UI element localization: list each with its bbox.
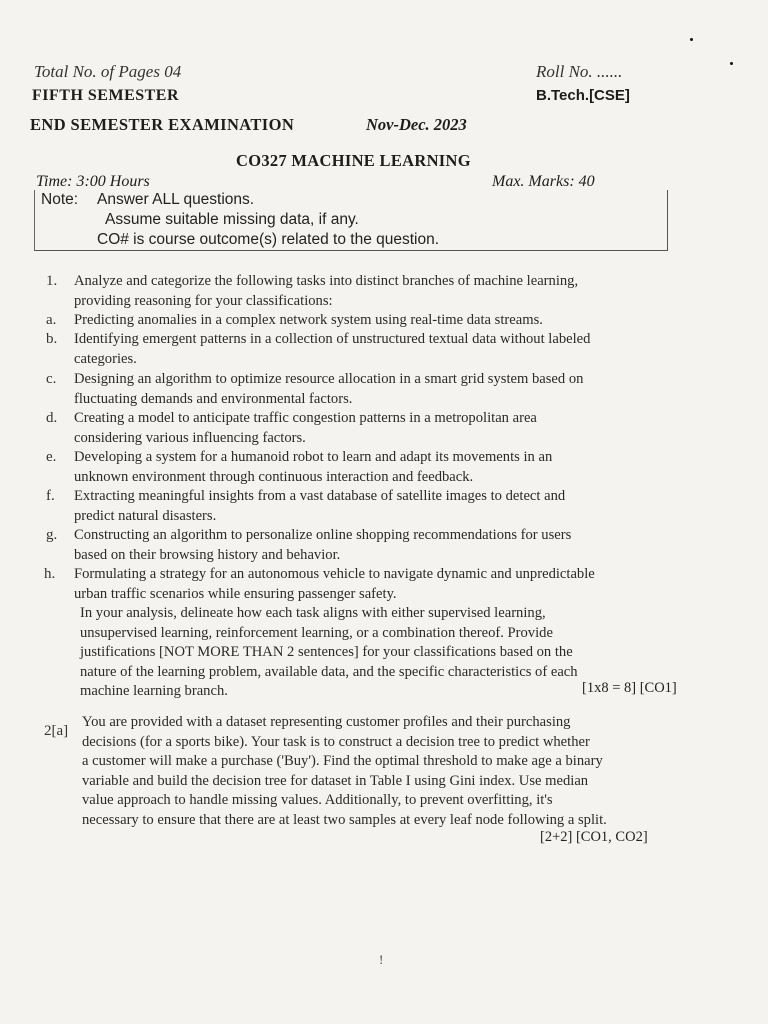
text-line: considering various influencing factors.: [74, 429, 306, 446]
exam-session: Nov-Dec. 2023: [366, 115, 467, 134]
text-line: justifications [NOT MORE THAN 2 sentences] for your classifications based on the: [80, 644, 573, 661]
speck-mark: [690, 38, 693, 41]
note-line: Answer ALL questions.: [97, 191, 255, 208]
text-line: Predicting anomalies in a complex network system using real-time data streams.: [74, 312, 543, 328]
text-line: categories.: [74, 350, 137, 367]
text-line: You are provided with a dataset representing customer profiles and their purchasing: [82, 714, 571, 730]
text-line: In your analysis, delineate how each task aligns with either supervised learning,: [80, 605, 546, 621]
speck-mark: [730, 62, 733, 65]
text-line: machine learning branch.: [80, 683, 228, 700]
item-text: [74, 565, 698, 604]
question-text: [82, 713, 700, 831]
text-line: predict natural disasters.: [74, 507, 217, 524]
question-number: 2[a]: [44, 723, 69, 739]
note-line: CO# is course outcome(s) related to the question.: [97, 231, 440, 248]
text-line: variable and build the decision tree for dataset in Table I using Gini index. Use median: [82, 772, 589, 789]
item-label: h.: [44, 566, 56, 582]
text-line: nature of the learning problem, available data, and the specific characteristics of each: [80, 663, 578, 680]
text-line: Creating a model to anticipate traffic congestion patterns in a metropolitan area: [74, 410, 537, 426]
item-text: [74, 448, 698, 487]
exam-duration: Time: 3:00 Hours: [36, 173, 150, 190]
item-label: e.: [46, 449, 57, 465]
item-text: [74, 526, 698, 565]
text-line: value approach to handle missing values. Additionally, to prevent overfitting, it's: [82, 792, 553, 809]
text-line: Constructing an algorithm to personalize online shopping recommendations for users: [74, 527, 572, 543]
question-marks: [1x8 = 8] [CO1]: [582, 680, 677, 696]
item-text: [74, 409, 698, 448]
item-text: [74, 330, 698, 369]
text-line: necessary to ensure that there are at least two samples at every leaf node following a split.: [82, 811, 607, 828]
course-title: CO327 MACHINE LEARNING: [236, 151, 471, 170]
item-label: f.: [46, 488, 55, 504]
page-mark: !: [379, 952, 384, 967]
text-line: decisions (for a sports bike). Your task is to construct a decision tree to predict whether: [82, 733, 590, 750]
exam-title: END SEMESTER EXAMINATION: [30, 115, 295, 134]
item-label: a.: [46, 312, 57, 328]
item-text: [74, 370, 698, 409]
text-line: fluctuating demands and environmental factors.: [74, 390, 353, 407]
text-line: unknown environment through continuous interaction and feedback.: [74, 468, 474, 485]
text-line: providing reasoning for your classifications:: [74, 292, 333, 309]
note-box: [34, 190, 668, 251]
question-marks: [2+2] [CO1, CO2]: [540, 829, 648, 845]
question-number: 1.: [46, 273, 58, 289]
question-intro: [74, 272, 698, 311]
semester-label: FIFTH SEMESTER: [32, 87, 180, 104]
text-line: based on their browsing history and behavior.: [74, 546, 341, 563]
branch-label: B.Tech.[CSE]: [536, 87, 630, 104]
item-label: b.: [46, 331, 58, 347]
total-pages: Total No. of Pages 04: [34, 62, 182, 81]
text-line: Formulating a strategy for an autonomous vehicle to navigate dynamic and unpredictable: [74, 566, 595, 582]
text-line: urban traffic scenarios while ensuring passenger safety.: [74, 585, 397, 602]
max-marks: Max. Marks: 40: [492, 173, 595, 190]
item-label: c.: [46, 371, 57, 387]
note-label: Note:: [41, 191, 79, 208]
text-line: a customer will make a purchase ('Buy'). Find the optimal threshold to make age a binary: [82, 753, 603, 770]
text-line: Designing an algorithm to optimize resource allocation in a smart grid system based on: [74, 371, 584, 387]
item-text: [74, 311, 698, 331]
text-line: unsupervised learning, reinforcement learning, or a combination thereof. Provide: [80, 624, 553, 641]
text-line: Developing a system for a humanoid robot to learn and adapt its movements in an: [74, 449, 553, 465]
text-line: Analyze and categorize the following tasks into distinct branches of machine learning,: [74, 273, 579, 289]
text-line: Extracting meaningful insights from a vast database of satellite images to detect and: [74, 488, 566, 504]
item-label: d.: [46, 410, 58, 426]
item-text: [74, 487, 698, 526]
item-label: g.: [46, 527, 58, 543]
roll-number: Roll No. ......: [536, 62, 623, 81]
note-line: Assume suitable missing data, if any.: [105, 211, 359, 228]
text-line: Identifying emergent patterns in a collection of unstructured textual data without labeled: [74, 331, 591, 347]
